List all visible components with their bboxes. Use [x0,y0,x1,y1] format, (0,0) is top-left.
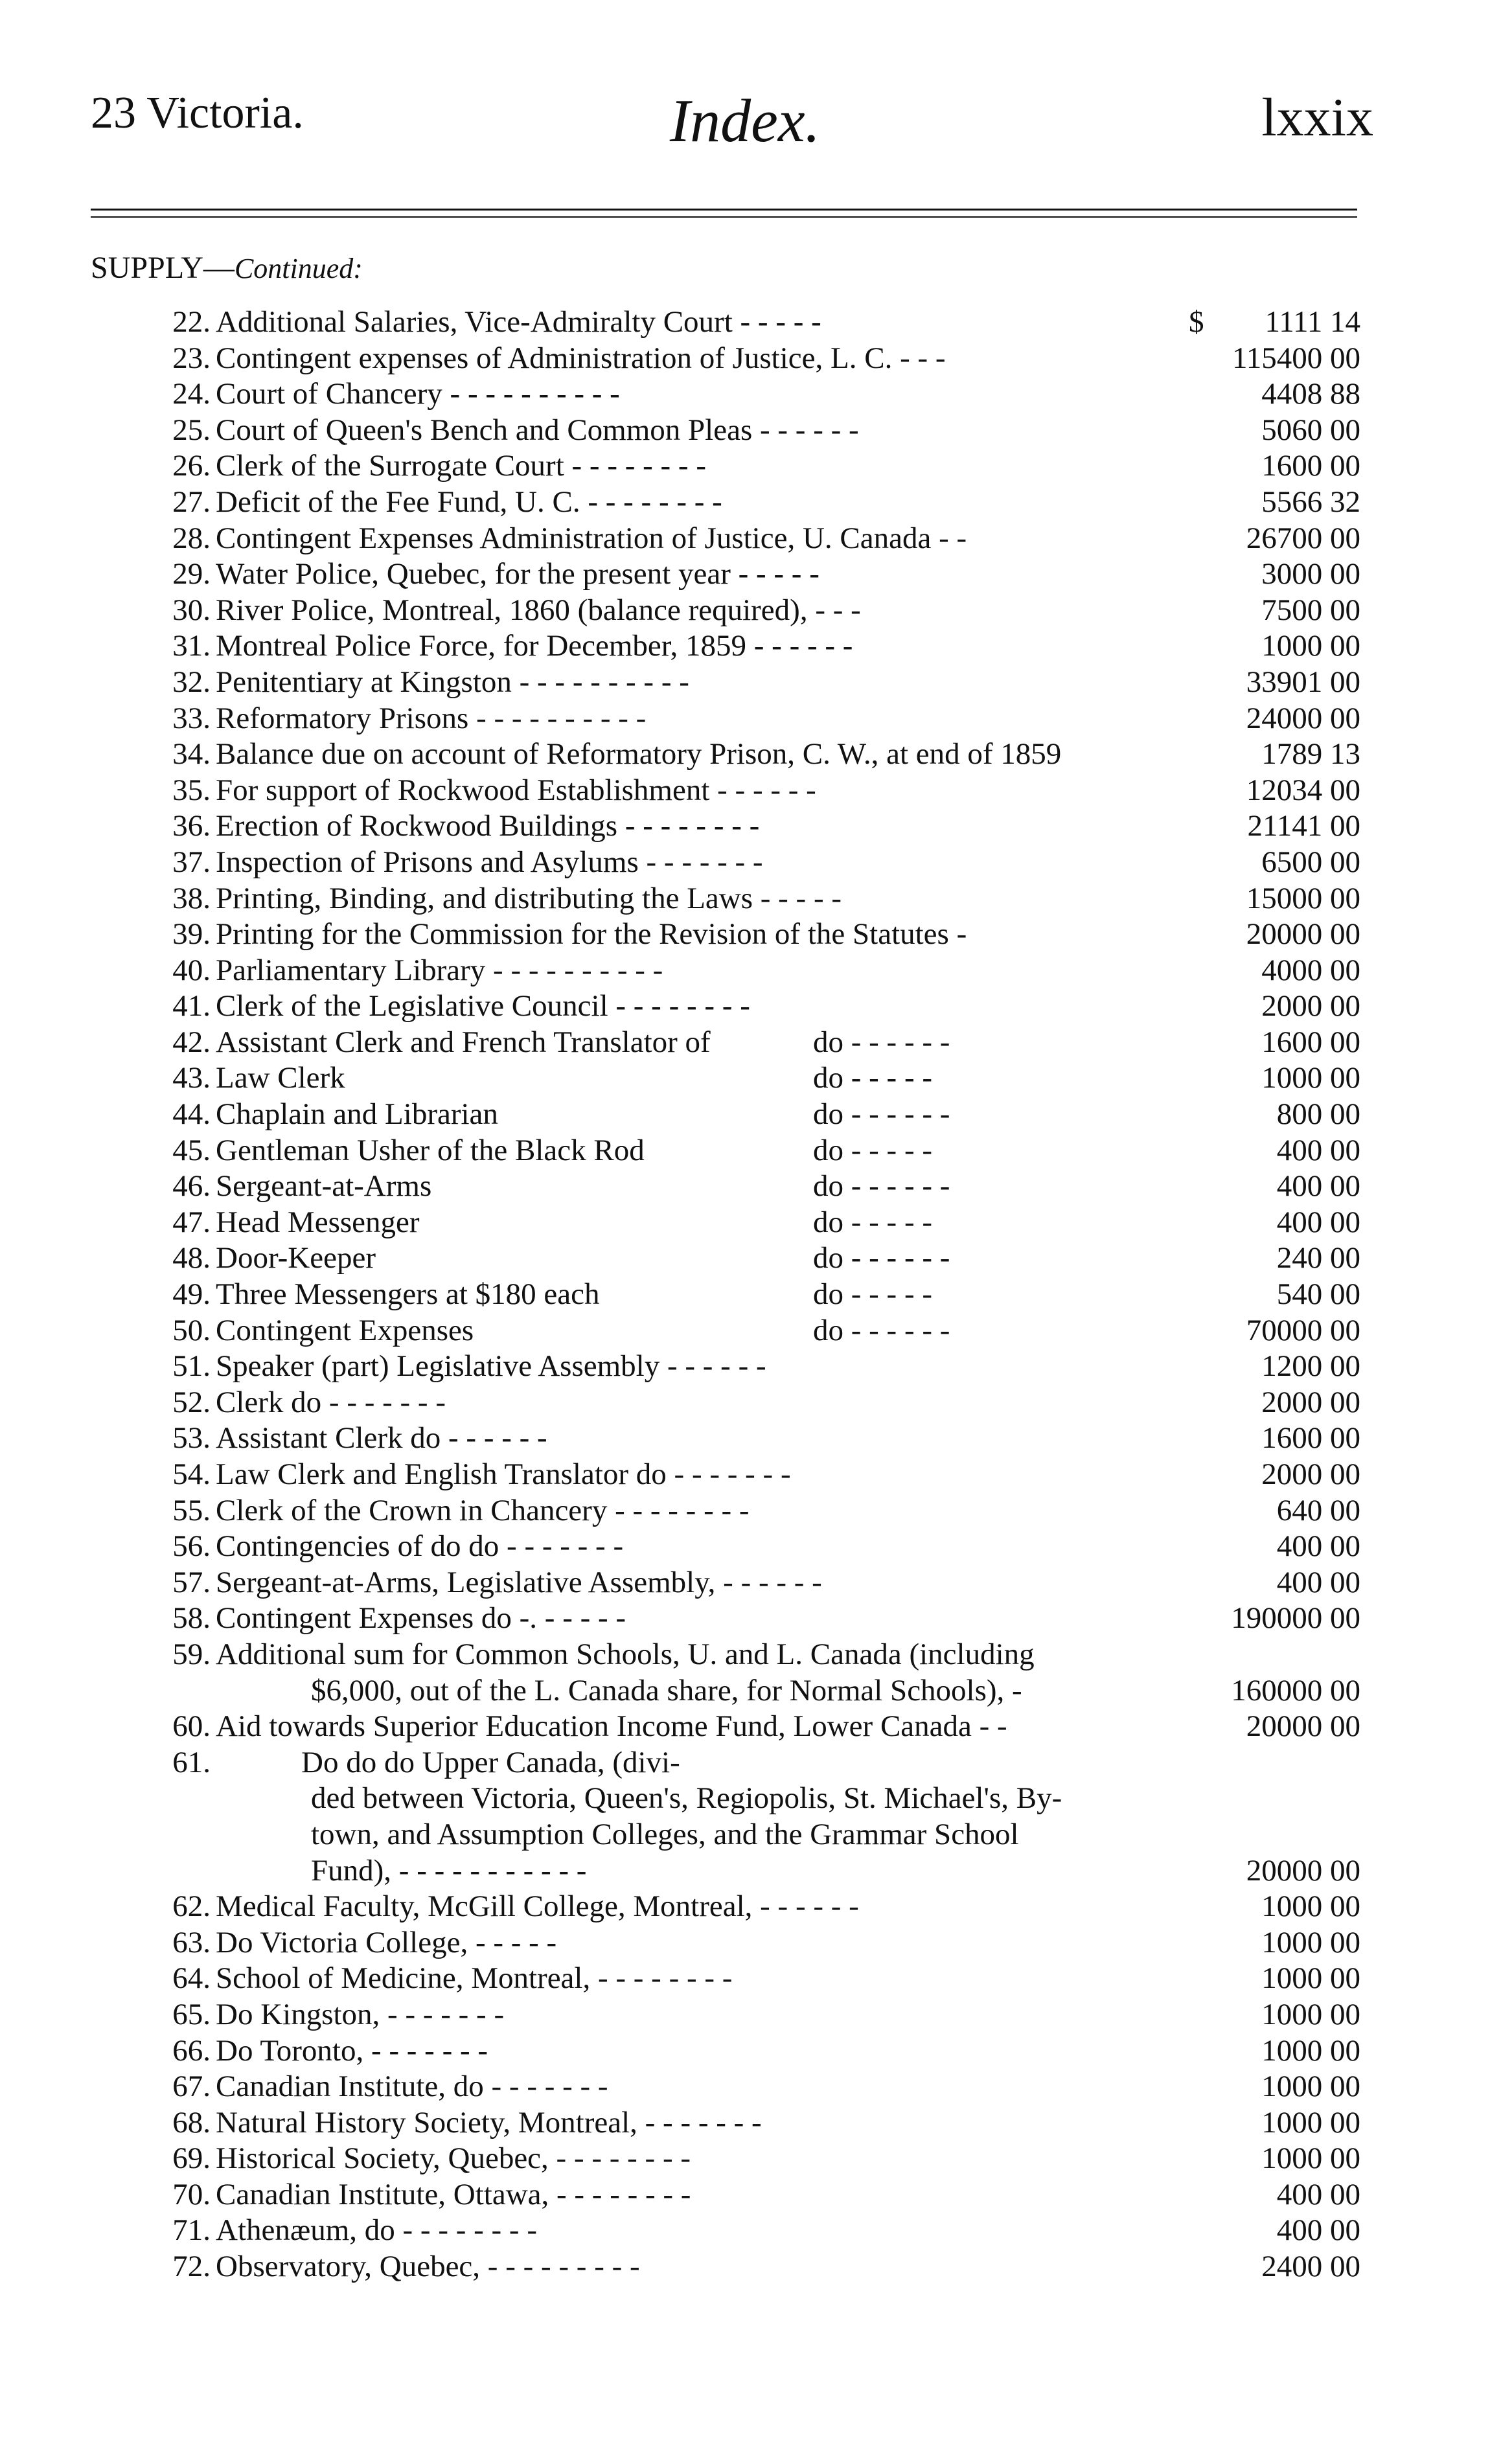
item-amount: 1600 00 [1261,449,1360,483]
item-description: Court of Chancery - - - - - - - - - - [216,377,620,411]
list-item [0,1277,1490,1313]
item-amount: 1111 14 [1265,305,1360,339]
item-ditto: do - - - - - [813,1133,933,1167]
item-number: 23. [172,341,211,375]
item-number: 30. [172,593,211,627]
item-description: Water Police, Quebec, for the present year - - - - - [216,557,820,591]
item-description: Canadian Institute, do - - - - - - - [216,2070,608,2104]
running-head-left: 23 Victoria. [91,88,304,138]
item-number: 43. [172,1061,211,1095]
list-item [0,1529,1490,1565]
item-ditto: do - - - - - - [813,1025,950,1059]
item-amount: 4408 88 [1261,377,1360,411]
item-ditto: do - - - - - - [813,1169,950,1203]
item-number: 44. [172,1097,211,1132]
item-amount: 1000 00 [1261,629,1360,663]
list-item [0,845,1490,881]
item-number: 33. [172,701,211,735]
item-amount: 26700 00 [1246,521,1360,555]
list-item [0,1673,1490,1709]
item-description: School of Medicine, Montreal, - - - - - - - - [216,1961,733,1996]
item-description: Historical Society, Quebec, - - - - - - - - [216,2141,691,2176]
item-amount: 1000 00 [1261,1889,1360,1924]
list-item [0,1637,1490,1673]
list-item [0,593,1490,629]
list-item [0,1313,1490,1349]
item-ditto: do - - - - - [813,1277,933,1312]
item-ditto: do - - - - - - [813,1241,950,1275]
item-amount: 21141 00 [1247,809,1360,843]
item-amount: 1000 00 [1261,1997,1360,2031]
item-description: Additional sum for Common Schools, U. and L. Canada (including [216,1637,1035,1671]
item-number: 41. [172,989,211,1023]
list-item [0,1420,1490,1457]
item-amount: 400 00 [1276,1565,1360,1599]
item-number: 72. [172,2250,211,2284]
item-description: Chaplain and Librarian [216,1097,498,1132]
item-number: 40. [172,953,211,987]
item-description: Contingent expenses of Administration of Justice, L. C. - - - [216,341,946,375]
item-amount: 15000 00 [1246,881,1360,915]
item-description: Natural History Society, Montreal, - - - - - - - [216,2105,762,2139]
item-number: 62. [172,1889,211,1924]
item-description: Fund), - - - - - - - - - - - [311,1853,587,1888]
item-description: town, and Assumption Colleges, and the Grammar School [311,1817,1019,1851]
list-item [0,1025,1490,1061]
item-ditto: do - - - - - [813,1205,933,1239]
list-item [0,2249,1490,2285]
list-item [0,1133,1490,1169]
list-item [0,1493,1490,1529]
item-number: 69. [172,2141,211,2176]
item-amount: 540 00 [1276,1277,1360,1312]
item-amount: 400 00 [1276,1529,1360,1564]
item-description: Additional Salaries, Vice-Admiralty Court - - - - - [216,305,821,339]
item-number: 27. [172,485,211,519]
list-item [0,1817,1490,1853]
item-description: Printing, Binding, and distributing the Laws - - - - - [216,881,842,915]
item-description: Montreal Police Force, for December, 1859 - - - - - - [216,629,853,663]
list-item [0,1601,1490,1637]
list-item [0,1853,1490,1889]
item-amount: 33901 00 [1246,665,1360,699]
item-number: 70. [172,2177,211,2211]
list-item [0,808,1490,845]
item-amount: 800 00 [1276,1097,1360,1132]
list-item [0,988,1490,1025]
running-head-title: Index. [669,87,821,155]
list-item [0,736,1490,773]
list-item [0,628,1490,665]
item-number: 46. [172,1169,211,1203]
item-description: Clerk of the Legislative Council - - - - - - - - [216,989,750,1023]
list-item [0,701,1490,737]
item-description: Reformatory Prisons - - - - - - - - - - [216,701,647,735]
item-description: Head Messenger [216,1205,420,1239]
item-number: 66. [172,2033,211,2068]
item-description: Aid towards Superior Education Income Fund, Lower Canada - - [216,1709,1007,1744]
item-amount: 115400 00 [1232,341,1360,375]
list-item [0,665,1490,701]
item-amount: 1000 00 [1261,1925,1360,1959]
item-description: Gentleman Usher of the Black Rod [216,1133,645,1167]
item-number: 54. [172,1457,211,1491]
supply-entries-list [0,304,1490,2285]
item-amount: 2000 00 [1261,1385,1360,1419]
item-description: Sergeant-at-Arms, Legislative Assembly, - - - - - - [216,1565,822,1599]
list-item [0,953,1490,989]
item-description: Printing for the Commission for the Revision of the Statutes - [216,917,967,952]
item-amount: 1600 00 [1261,1025,1360,1059]
item-number: 47. [172,1205,211,1239]
list-item [0,1745,1490,1781]
item-amount: 1200 00 [1261,1349,1360,1384]
item-number: 48. [172,1241,211,1275]
item-amount: 1600 00 [1261,1421,1360,1455]
list-item [0,376,1490,413]
list-item [0,881,1490,917]
list-item [0,1060,1490,1097]
item-description: Three Messengers at $180 each [216,1277,600,1312]
item-amount: 24000 00 [1246,701,1360,735]
item-number: 68. [172,2105,211,2139]
item-amount: 20000 00 [1246,917,1360,952]
item-description: Inspection of Prisons and Asylums - - - - - - - [216,845,763,879]
item-description: Clerk of the Surrogate Court - - - - - - - - [216,449,706,483]
list-item [0,1385,1490,1421]
list-item [0,1205,1490,1241]
list-item [0,521,1490,557]
list-item [0,917,1490,953]
item-description: Court of Queen's Bench and Common Pleas - - - - - - [216,413,859,447]
item-description: Contingencies of do do - - - - - - - [216,1529,624,1564]
item-amount: 190000 00 [1231,1601,1360,1636]
item-ditto: do - - - - - - [813,1097,950,1132]
item-number: 56. [172,1529,211,1564]
item-number: 51. [172,1349,211,1384]
item-description: Contingent Expenses do -. - - - - - [216,1601,626,1636]
item-ditto: do - - - - - - [813,1313,950,1347]
page-number: lxxix [1261,87,1373,148]
item-description: Canadian Institute, Ottawa, - - - - - - - - [216,2177,691,2211]
item-description: $6,000, out of the L. Canada share, for Normal Schools), - [311,1673,1022,1707]
item-number: 36. [172,809,211,843]
item-amount: 1000 00 [1261,2105,1360,2139]
list-item [0,1997,1490,2033]
item-description: Balance due on account of Reformatory Prison, C. W., at end of 1859 [216,737,1062,771]
item-description: Clerk do - - - - - - - [216,1385,446,1419]
item-amount: 400 00 [1276,2213,1360,2248]
item-description: Do Victoria College, - - - - - [216,1925,557,1959]
item-number: 67. [172,2070,211,2104]
list-item [0,1889,1490,1925]
item-number: 38. [172,881,211,915]
list-item [0,1457,1490,1493]
item-number: 65. [172,1997,211,2031]
item-amount: 12034 00 [1246,773,1360,807]
item-amount: 1000 00 [1261,2141,1360,2176]
item-description: Speaker (part) Legislative Assembly - - - - - - [216,1349,766,1384]
item-description: Penitentiary at Kingston - - - - - - - - - - [216,665,689,699]
item-description: Law Clerk [216,1061,345,1095]
item-amount: 6500 00 [1261,845,1360,879]
list-item [0,773,1490,809]
item-description: Contingent Expenses [216,1313,474,1347]
item-number: 29. [172,557,211,591]
section-heading [91,253,363,284]
item-description: Parliamentary Library - - - - - - - - - - [216,953,663,987]
item-number: 71. [172,2213,211,2248]
list-item [0,448,1490,485]
item-description: For support of Rockwood Establishment - - - - - - [216,773,816,807]
list-item [0,2105,1490,2141]
item-ditto: do - - - - - [813,1061,933,1095]
item-number: 52. [172,1385,211,1419]
item-amount: 1000 00 [1261,1061,1360,1095]
item-amount: 240 00 [1276,1241,1360,1275]
item-number: 60. [172,1709,211,1744]
item-number: 58. [172,1601,211,1636]
list-item [0,1565,1490,1601]
list-item [0,1169,1490,1205]
item-amount: 400 00 [1276,2177,1360,2211]
item-amount: 1789 13 [1261,737,1360,771]
item-amount: 400 00 [1276,1133,1360,1167]
item-amount: 3000 00 [1261,557,1360,591]
item-description: Door-Keeper [216,1241,376,1275]
header-rule-bottom [91,216,1357,218]
item-amount: 160000 00 [1231,1673,1360,1707]
item-number: 31. [172,629,211,663]
item-description: River Police, Montreal, 1860 (balance required), - - - [216,593,861,627]
list-item [0,2141,1490,2177]
list-item [0,2177,1490,2213]
section-subtitle: Continued: [234,253,363,284]
item-number: 49. [172,1277,211,1312]
item-description: Contingent Expenses Administration of Justice, U. Canada - - [216,521,967,555]
list-item [0,1097,1490,1133]
item-description: Do do do Upper Canada, (divi- [301,1745,680,1779]
item-number: 28. [172,521,211,555]
item-number: 59. [172,1637,211,1671]
item-number: 26. [172,449,211,483]
item-number: 24. [172,377,211,411]
item-description: Observatory, Quebec, - - - - - - - - - [216,2250,640,2284]
item-description: Assistant Clerk and French Translator of [216,1025,711,1059]
item-amount: 2000 00 [1261,989,1360,1023]
item-description: Medical Faculty, McGill College, Montreal, - - - - - - [216,1889,859,1924]
item-description: Do Toronto, - - - - - - - [216,2033,488,2068]
item-number: 37. [172,845,211,879]
item-amount: 4000 00 [1261,953,1360,987]
item-amount: 1000 00 [1261,2070,1360,2104]
item-number: 45. [172,1133,211,1167]
item-amount: 400 00 [1276,1169,1360,1203]
item-number: 61. [172,1745,211,1779]
item-number: 42. [172,1025,211,1059]
item-amount: 5566 32 [1261,485,1360,519]
list-item [0,1925,1490,1961]
list-item [0,304,1490,341]
list-item [0,1781,1490,1817]
item-amount: 1000 00 [1261,2033,1360,2068]
item-amount: 1000 00 [1261,1961,1360,1996]
item-amount: 400 00 [1276,1205,1360,1239]
item-amount: 5060 00 [1261,413,1360,447]
item-amount: 2000 00 [1261,1457,1360,1491]
item-description: Do Kingston, - - - - - - - [216,1997,505,2031]
item-number: 39. [172,917,211,952]
item-description: Athenæum, do - - - - - - - - [216,2213,537,2248]
item-description: ded between Victoria, Queen's, Regiopolis, St. Michael's, By- [311,1781,1062,1816]
item-description: Law Clerk and English Translator do - - - - - - - [216,1457,791,1491]
item-number: 53. [172,1421,211,1455]
list-item [0,1240,1490,1277]
item-number: 57. [172,1565,211,1599]
item-amount: 2400 00 [1261,2250,1360,2284]
item-amount: 7500 00 [1261,593,1360,627]
list-item [0,413,1490,449]
list-item [0,485,1490,521]
dollar-sign: $ [1189,305,1204,339]
list-item [0,556,1490,593]
page-header [0,0,1490,168]
list-item [0,2213,1490,2249]
item-number: 32. [172,665,211,699]
item-amount: 20000 00 [1246,1853,1360,1888]
list-item [0,341,1490,377]
item-description: Deficit of the Fee Fund, U. C. - - - - - - - - [216,485,722,519]
section-title: SUPPLY— [91,251,235,285]
list-item [0,2033,1490,2070]
item-description: Clerk of the Crown in Chancery - - - - - - - - [216,1493,750,1527]
item-number: 25. [172,413,211,447]
item-description: Assistant Clerk do - - - - - - [216,1421,547,1455]
item-number: 64. [172,1961,211,1996]
item-number: 63. [172,1925,211,1959]
list-item [0,2069,1490,2105]
item-number: 50. [172,1313,211,1347]
item-number: 55. [172,1493,211,1527]
item-description: Erection of Rockwood Buildings - - - - - - - - [216,809,760,843]
list-item [0,1349,1490,1385]
item-amount: 640 00 [1276,1493,1360,1527]
item-number: 34. [172,737,211,771]
list-item [0,1961,1490,1997]
item-number: 22. [172,305,211,339]
item-amount: 70000 00 [1246,1313,1360,1347]
item-amount: 20000 00 [1246,1709,1360,1744]
item-number: 35. [172,773,211,807]
list-item [0,1709,1490,1745]
header-rule-top [91,209,1357,211]
item-description: Sergeant-at-Arms [216,1169,432,1203]
